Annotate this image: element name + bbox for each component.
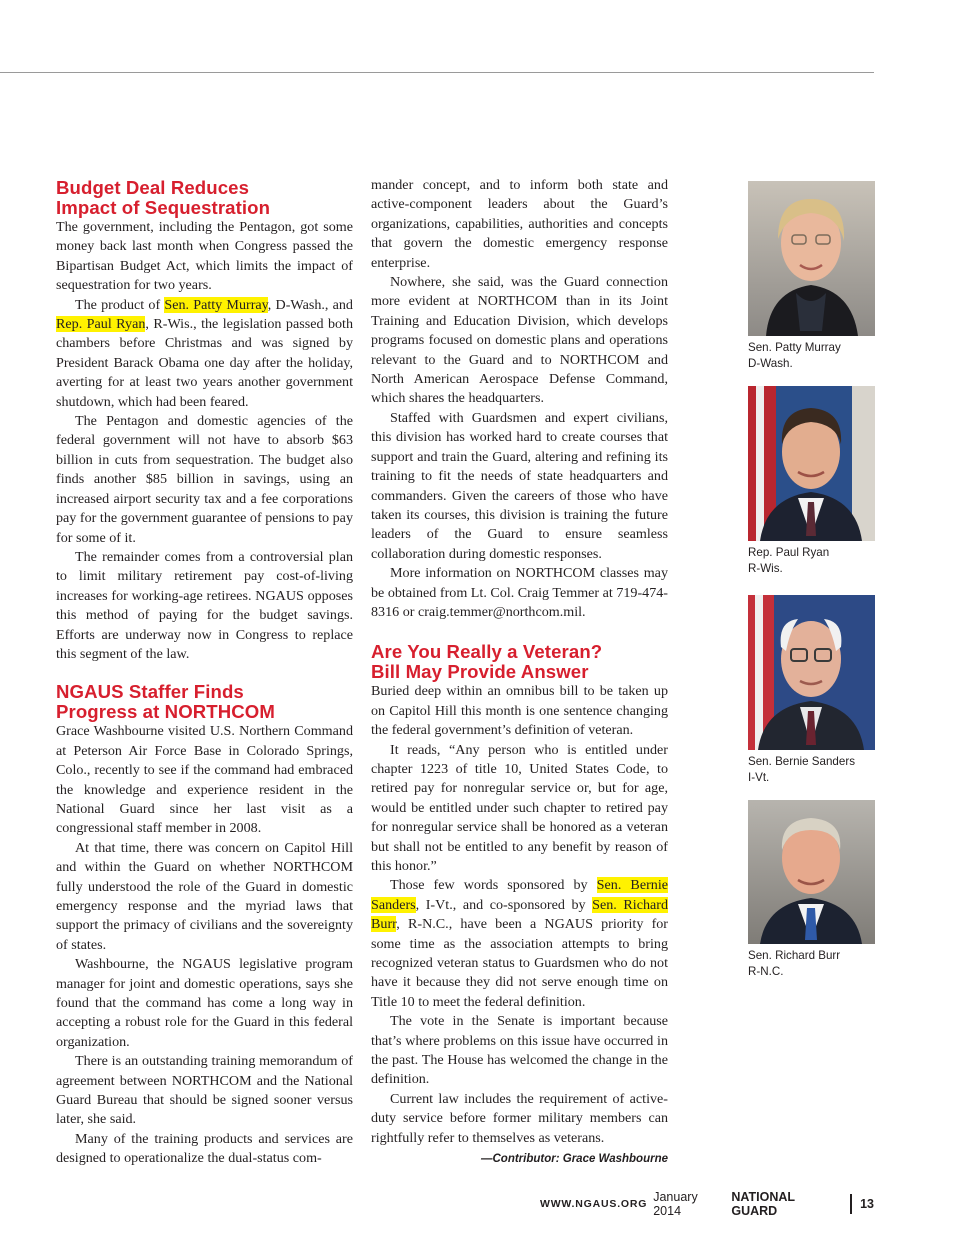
paragraph: At that time, there was concern on Capitol Hill and within the Guard on whether NORTHCOM fully understood the role of the Guard in domestic emergency response and the myriad laws that support the primacy of civilians and the sovereignty of states. [56, 839, 353, 953]
headline-line: Are You Really a Veteran? [371, 641, 603, 663]
portrait-image [748, 181, 875, 336]
headline-line: Bill May Provide Answer [371, 661, 589, 683]
highlighted-name: Sen. Richard Burr [371, 896, 668, 933]
photo-caption [748, 340, 875, 371]
footer-date: January 2014 [653, 1190, 698, 1218]
photo-caption [748, 754, 875, 785]
headline-veteran [371, 642, 668, 682]
column-middle [371, 176, 668, 1167]
paragraph: Nowhere, she said, was the Guard connection more evident at NORTHCOM than in its Joint Training and Education Division, which develops programs focused on domestic plans and operations relevant to the Guard and to NORTHCOM and North American Aerospace Defense Command, which shares the headquarters. [371, 274, 668, 407]
highlighted-name: Sen. Patty Murray [164, 296, 268, 313]
caption-party: R-Wis. [748, 561, 783, 575]
headline-line: Progress at NORTHCOM [56, 701, 275, 723]
text-run: The product of [75, 296, 165, 313]
paragraph: Many of the training products and services are designed to operationalize the dual-status com- [56, 1130, 353, 1167]
photo-caption [748, 948, 875, 979]
contributor-credit: —Contributor: Grace Washbourne [481, 1153, 668, 1166]
text-run: , D-Wash., and [267, 296, 353, 313]
paragraph: Staffed with Guardsmen and expert civilians, this division has worked hard to create courses that support and train the Guard, altering and refining its training to fit the needs of state headquarters and commanders. Given the careers of those who have taken its courses, this division is training the future leaders of the Guard to ensure seamless collaboration during domestic responses. [371, 409, 668, 562]
paragraph: Washbourne, the NGAUS legislative program manager for joint and domestic operations, says she found that the command has come a long way in accepting a robust role for the Guard in this federal organization. [56, 956, 353, 1050]
portrait-image [748, 386, 875, 541]
portrait-image [748, 800, 875, 944]
photo-burr [748, 800, 875, 979]
photo-sanders [748, 595, 875, 785]
caption-party: I-Vt. [748, 770, 770, 784]
caption-party: R-N.C. [748, 964, 784, 978]
highlighted-name: Sen. Bernie Sanders [371, 877, 668, 913]
paragraph [371, 876, 668, 1012]
paragraph: The remainder comes from a controversial plan to limit military retirement pay cost-of-living increases for working-age retirees. NGAUS opposes this method of paying for the budget savings. Efforts are underway now in Congress to replace this segment of the law. [56, 548, 353, 662]
text-run: , I-Vt., and co-sponsored by [415, 896, 593, 913]
portrait-image [748, 595, 875, 750]
headline-line: NGAUS Staffer Finds [56, 681, 244, 703]
highlighted-name: Rep. Paul Ryan [56, 316, 146, 333]
photo-caption [748, 545, 875, 576]
text-run: , R-Wis., the legislation passed both chambers before Christmas and was signed by President Barack Obama one day after the holiday, averting for at least two years another government shutdown, which had been feared. [56, 316, 354, 410]
headline-line: Impact of Sequestration [56, 197, 271, 218]
paragraph: The government, including the Pentagon, got some money back last month when Congress passed the Bipartisan Budget Act, which limits the impact of sequestration for two years. [56, 219, 353, 294]
caption-name: Sen. Patty Murray [748, 341, 841, 354]
photo-ryan [748, 386, 875, 576]
paragraph: Grace Washbourne visited U.S. Northern Command at Peterson Air Force Base in Colorado Springs, Colo., recently to see if the command had embraced the knowledge and experience resident in the National Guard since her last visit as a congressional staff member in 2008. [56, 723, 353, 837]
top-rule [0, 72, 874, 73]
paragraph [56, 296, 353, 412]
paragraph: Buried deep within an omnibus bill to be taken up on Capitol Hill this month is one sentence changing the federal government’s definition of veteran. [371, 683, 668, 739]
caption-name: Sen. Richard Burr [748, 949, 841, 962]
page-number: 13 [860, 1197, 874, 1211]
caption-name: Rep. Paul Ryan [748, 546, 830, 559]
headline-budget-deal [56, 178, 353, 218]
paragraph: The Pentagon and domestic agencies of the federal government will not have to absorb $63 billion in cuts from sequestration. The budget also finds another $85 billion in savings, using an increased airport security tax and a fee corporations pay for the government guarantee of pensions to pay for some of it. [56, 413, 353, 546]
paragraph: More information on NORTHCOM classes may be obtained from Lt. Col. Craig Temmer at 719-474-8316 or craig.temmer@northcom.mil. [371, 565, 669, 620]
text-run: Those few words sponsored by [390, 877, 597, 894]
caption-party: D-Wash. [748, 356, 793, 370]
column-left [56, 176, 353, 1169]
paragraph: It reads, “Any person who is entitled under chapter 1223 of title 10, United States Code, to retired pay for nonregular service or, but for age, would be entitled under such chapter to retired pay for nonregular service shall be honored as a veteran but shall not be entitled to any benefit by reason of this honor.” [371, 741, 668, 874]
footer-magazine-title: NATIONAL GUARD [731, 1190, 795, 1218]
page-footer [540, 1190, 874, 1218]
footer-divider [850, 1194, 852, 1214]
text-run: , R-N.C., have been a NGAUS priority for some time as the association attempts to bring recognized veteran status to Guardsmen who do not have it because they did not serve enough time on Title 10 to meet the federal definition. [371, 916, 668, 1010]
headline-line: Budget Deal Reduces [56, 177, 250, 198]
paragraph: Current law includes the requirement of active-duty service before former military members can rightfully refer to themselves as veterans. [371, 1090, 668, 1146]
paragraph: The vote in the Senate is important because that’s where problems on this issue have occurred in the past. The House has welcomed the change in the definition. [371, 1013, 668, 1088]
caption-name: Sen. Bernie Sanders [748, 755, 855, 768]
headline-ngaus-staffer [56, 682, 353, 722]
footer-url[interactable]: WWW.NGAUS.ORG [540, 1198, 648, 1210]
photo-murray [748, 181, 875, 371]
paragraph: There is an outstanding training memorandum of agreement between NORTHCOM and the National Guard Bureau that should be signed sooner versus later, she said. [56, 1053, 353, 1128]
paragraph: mander concept, and to inform both state and active-component leaders about the Guard’s organizations, capabilities, authorities and concepts that govern the domestic emergency response enterprise. [371, 177, 668, 271]
